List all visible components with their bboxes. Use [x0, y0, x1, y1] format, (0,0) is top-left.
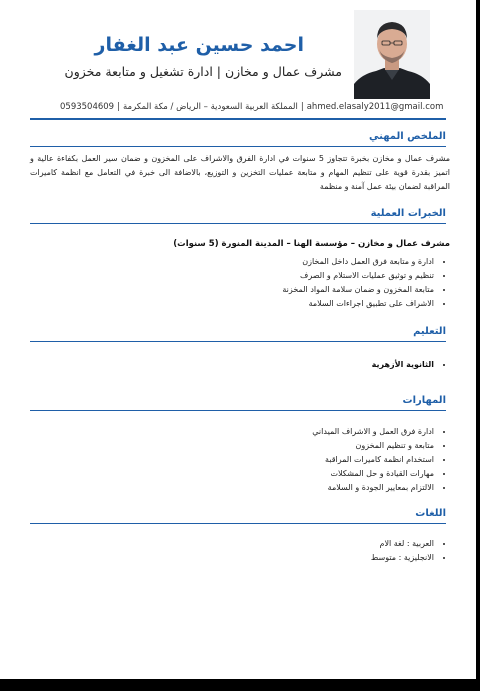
- experience-list: [282, 255, 448, 311]
- job-headline: مشرف عمال و مخازن | ادارة تشغيل و متابعة مخزون: [64, 64, 342, 79]
- summary-paragraph: مشرف عمال و مخازن بخبرة تتجاوز 5 سنوات في ادارة الفرق والاشراف على المخزون و ضمان سير العمل بكفاءة عالية و اتميز بقدرة قوية على تنظيم المهام و متابعة عمليات التخزين و التوزيع، بالاضافة الى خبرة في التعامل مع انظمة كاميرات المراقبة لضمان بيئة عمل آمنة و منظمة: [30, 154, 450, 191]
- list-item: • متابعة و تنظيم المخزون: [312, 439, 434, 453]
- section-divider: [30, 341, 446, 342]
- list-item: • الاشراف على تطبيق اجراءات السلامة: [282, 297, 434, 311]
- contact-line: [60, 102, 443, 112]
- list-item: • الثانوية الأزهرية: [372, 358, 434, 372]
- section-divider: [30, 410, 446, 411]
- skills-list: [312, 425, 448, 495]
- list-item: • متابعة المخزون و ضمان سلامة المواد المخزنة: [282, 283, 434, 297]
- list-item: • الانجليزية : متوسط: [371, 551, 434, 565]
- list-item: • مهارات القيادة و حل المشكلات: [312, 467, 434, 481]
- list-item: • ادارة و متابعة فرق العمل داخل المخازن: [282, 255, 434, 269]
- section-title-languages: اللغات: [415, 508, 446, 519]
- contact-separator: |: [300, 102, 304, 112]
- candidate-name: احمد حسين عبد الغفار: [94, 34, 304, 56]
- profile-photo: [354, 10, 430, 99]
- header-divider: [30, 118, 446, 120]
- contact-separator: |: [117, 102, 120, 112]
- list-item: • الالتزام بمعايير الجودة و السلامة: [312, 481, 434, 495]
- email-address: ahmed.elasaly2011@gmail.com: [306, 102, 444, 112]
- phone-number: 0593504609: [60, 102, 115, 112]
- job-title: مشرف عمال و مخازن – مؤسسة الهنا – المدينة المنورة (5 سنوات): [173, 239, 450, 249]
- section-title-experience: الخبرات العملية: [370, 208, 446, 219]
- section-title-summary: الملخص المهني: [369, 131, 446, 142]
- section-title-education: التعليم: [413, 326, 446, 337]
- section-divider: [30, 146, 446, 147]
- languages-list: [371, 537, 448, 565]
- section-title-skills: المهارات: [402, 395, 446, 406]
- section-divider: [30, 223, 446, 224]
- list-item: • تنظيم و توثيق عمليات الاستلام و الصرف: [282, 269, 434, 283]
- list-item: • ادارة فرق العمل و الاشراف الميداني: [312, 425, 434, 439]
- section-divider: [30, 523, 446, 524]
- profile-photo-image: [354, 10, 430, 99]
- list-item: • استخدام انظمة كاميرات المراقبة: [312, 453, 434, 467]
- address: المملكة العربية السعودية – الرياض / مكة المكرمة: [122, 102, 298, 112]
- list-item: • العربية : لغة الام: [371, 537, 434, 551]
- education-list: [372, 358, 448, 372]
